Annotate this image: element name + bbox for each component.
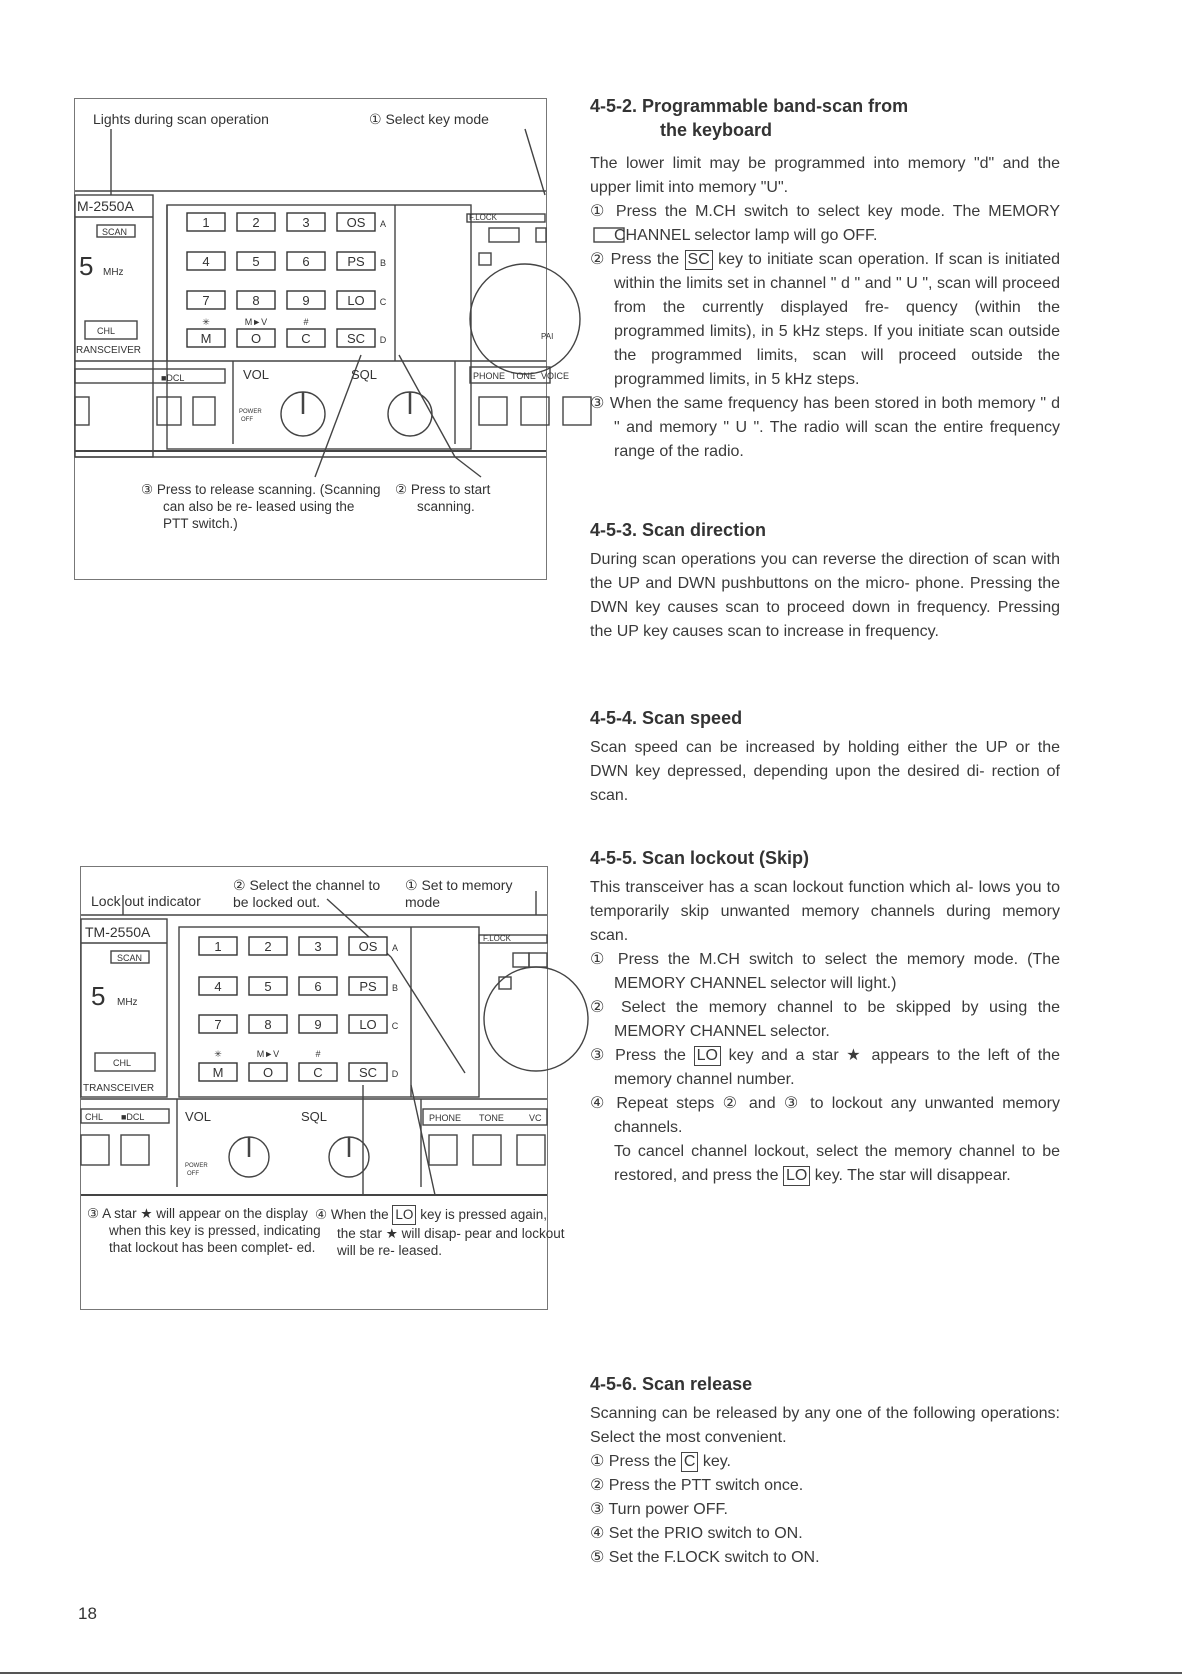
power-label: POWER	[239, 409, 262, 415]
note-star-appears: ③ A star ★ will appear on the display when this key is pressed, indicating that lockout has been complet- ed.	[87, 1206, 321, 1255]
key-6: 6	[314, 979, 322, 994]
cancel-note: To cancel channel lockout, select the memory channel to be restored, and press the LO key. The star will disappear.	[614, 1143, 1060, 1184]
label-select-channel: ② Select the channel to be locked out.	[233, 877, 381, 910]
list-item: ① Press the M.CH switch to select key mode. The MEMORY CHANNEL selector lamp will go OFF.	[590, 203, 1060, 244]
key-o: O	[250, 331, 262, 346]
chl-label: CHL	[113, 1058, 132, 1068]
key-4: 4	[202, 254, 210, 269]
symbol-hash: #	[315, 1049, 321, 1059]
key-sc: SC	[358, 1065, 378, 1080]
dcl-label: ■DCL	[121, 1112, 145, 1122]
key-9: 9	[314, 1017, 322, 1032]
section-title: 4-5-4. Scan speed	[590, 708, 743, 728]
key-ps: PS	[347, 254, 365, 269]
sc-key-ref: SC	[685, 250, 713, 270]
key-letter-a: A	[391, 943, 399, 953]
key-2: 2	[252, 215, 260, 230]
c-key-ref: C	[681, 1452, 699, 1472]
key-m: M	[200, 331, 212, 346]
key-c: C	[313, 1065, 323, 1080]
section-title: 4-5-3. Scan direction	[590, 520, 767, 540]
list-item: ④ Repeat steps ② and ③ to lockout any unwanted memory channels.	[590, 1095, 1060, 1136]
label-set-memory-mode: ① Set to memory mode	[405, 877, 513, 910]
section-intro: Scanning can be released by any one of the following operations: Select the most convenient.	[590, 1405, 1060, 1446]
flock-label: F.LOCK	[483, 934, 512, 943]
symbol-star: ✳	[214, 1049, 222, 1059]
section-title: 4-5-5. Scan lockout (Skip)	[590, 848, 810, 868]
freq-digit: 5	[91, 981, 106, 1011]
list-item: ⑤ Set the F.LOCK switch to ON.	[590, 1549, 820, 1566]
key-letter-d: D	[391, 1069, 399, 1079]
list-item: ② Press the SC key to initiate scan operation. If scan is initiated within the limits set in channel " d " and " U ", scan will proceed from the currently displayed fre- quency (within the programmed limits), in 5 kHz steps. If you initiate scan outside the programmed limits, scan will proceed outside the programmed limits, in 5 kHz steps.	[590, 251, 1060, 388]
label-select-key-mode: ① Select key mode	[369, 111, 489, 127]
vol-label: VOL	[185, 1109, 212, 1124]
figure-scan-lockout	[80, 866, 565, 1310]
pa-label: PAI	[541, 332, 554, 341]
key-8: 8	[252, 293, 260, 308]
key-5: 5	[264, 979, 272, 994]
transceiver-label: TRANSCEIVER	[83, 1083, 155, 1094]
section-intro: The lower limit may be programmed into memory "d" and the upper limit into memory "U".	[590, 155, 1060, 196]
mhz-label: MHz	[117, 997, 138, 1008]
key-letter-c: C	[391, 1021, 399, 1031]
key-letter-d: D	[379, 335, 387, 345]
key-2: 2	[264, 939, 272, 954]
key-8: 8	[264, 1017, 272, 1032]
key-7: 7	[202, 293, 210, 308]
off-label: OFF	[241, 417, 253, 423]
note-press-again: ④ When the LO key is pressed again, the star ★ will disap- pear and lockout will be re- leased.	[315, 1207, 565, 1258]
vol-label: VOL	[243, 367, 270, 382]
key-letter-b: B	[391, 983, 399, 993]
transceiver-label: RANSCEIVER	[76, 345, 142, 356]
sql-label: SQL	[351, 367, 378, 382]
list-item: ② Select the memory channel to be skipped by using the MEMORY CHANNEL selector.	[590, 999, 1060, 1040]
tone-label: TONE	[479, 1113, 504, 1123]
key-9: 9	[302, 293, 310, 308]
symbol-hash: #	[303, 317, 309, 327]
list-item: ① Press the C key.	[590, 1453, 731, 1470]
section-4-5-6	[590, 1372, 1060, 1570]
list-item: ② Press the PTT switch once.	[590, 1477, 804, 1494]
label-lights-during-scan: Lights during scan operation	[93, 111, 269, 127]
section-intro: This transceiver has a scan lockout function which al- lows you to temporarily skip unwanted memory channels during memory scan.	[590, 879, 1060, 944]
lo-key-ref: LO	[392, 1205, 416, 1225]
flock-label: F.LOCK	[469, 213, 498, 222]
tone-label: TONE	[511, 371, 536, 381]
key-sc: SC	[346, 331, 366, 346]
symbol-m-to-v: M►V	[244, 317, 268, 327]
off-label: OFF	[187, 1171, 199, 1177]
section-title: 4-5-6. Scan release	[590, 1374, 753, 1394]
symbol-m-to-v: M►V	[256, 1049, 280, 1059]
key-3: 3	[314, 939, 322, 954]
sql-label: SQL	[301, 1109, 328, 1124]
chl-label: CHL	[97, 326, 116, 336]
figure-scan-keyboard	[74, 98, 570, 580]
list-item: ③ When the same frequency has been stored in both memory " d " and memory " U ". The radio will scan the entire frequency range of the radio.	[590, 395, 1060, 460]
list-item: ④ Set the PRIO switch to ON.	[590, 1525, 803, 1542]
chl-button-label: CHL	[85, 1112, 104, 1122]
symbol-star: ✳	[202, 317, 210, 327]
power-label: POWER	[185, 1163, 208, 1169]
key-6: 6	[302, 254, 310, 269]
page-number: 18	[78, 1604, 97, 1623]
section-body: During scan operations you can reverse the direction of scan with the UP and DWN pushbuttons on the micro- phone. Pressing the DWN key causes scan to proceed down in frequency. Pressing the UP key causes scan to increase in frequency.	[590, 551, 1060, 640]
lo-key-ref: LO	[783, 1166, 810, 1186]
key-7: 7	[214, 1017, 222, 1032]
key-m: M	[212, 1065, 224, 1080]
note-press-to-release: ③ Press to release scanning. (Scanning can also be re- leased using the PTT switch.)	[141, 482, 381, 531]
list-item: ① Press the M.CH switch to select the memory mode. (The MEMORY CHANNEL selector will light.)	[590, 951, 1060, 992]
section-title: 4-5-2. Programmable band-scan from the keyboard	[590, 96, 909, 140]
model-name: M-2550A	[77, 198, 134, 214]
key-c: C	[301, 331, 311, 346]
mhz-label: MHz	[103, 267, 124, 278]
key-os: OS	[346, 215, 366, 230]
key-o: O	[262, 1065, 274, 1080]
section-body: Scan speed can be increased by holding either the UP or the DWN key depressed, depending upon the desired di- rection of scan.	[590, 739, 1060, 804]
key-4: 4	[214, 979, 222, 994]
phone-label: PHONE	[473, 371, 506, 381]
phone-label: PHONE	[429, 1113, 462, 1123]
section-4-5-2	[590, 94, 1060, 464]
label-lockout-indicator: Lock out indicator	[91, 893, 201, 909]
note-press-to-start: ② Press to start scanning.	[395, 482, 491, 514]
list-item: ③ Turn power OFF.	[590, 1501, 728, 1518]
key-letter-a: A	[379, 219, 387, 229]
section-4-5-5	[590, 846, 1060, 1188]
voice-label: VOICE	[541, 371, 570, 381]
dcl-label: ■DCL	[161, 373, 185, 383]
key-letter-c: C	[379, 297, 387, 307]
model-name: TM-2550A	[85, 924, 151, 940]
key-lo: LO	[347, 293, 365, 308]
key-lo: LO	[359, 1017, 377, 1032]
key-letter-b: B	[379, 258, 387, 268]
freq-digit: 5	[79, 251, 94, 281]
scan-indicator: SCAN	[117, 953, 143, 963]
key-1: 1	[214, 939, 222, 954]
section-4-5-4	[590, 706, 1060, 808]
page-bottom-rule	[0, 1672, 1182, 1674]
key-ps: PS	[359, 979, 377, 994]
lo-key-ref: LO	[694, 1046, 721, 1066]
key-3: 3	[302, 215, 310, 230]
key-os: OS	[358, 939, 378, 954]
vc-label: VC	[529, 1113, 542, 1123]
scan-indicator: SCAN	[102, 227, 128, 237]
list-item: ③ Press the LO key and a star ★ appears to the left of the memory channel number.	[590, 1047, 1060, 1088]
key-1: 1	[202, 215, 210, 230]
key-5: 5	[252, 254, 260, 269]
section-4-5-3	[590, 518, 1060, 644]
